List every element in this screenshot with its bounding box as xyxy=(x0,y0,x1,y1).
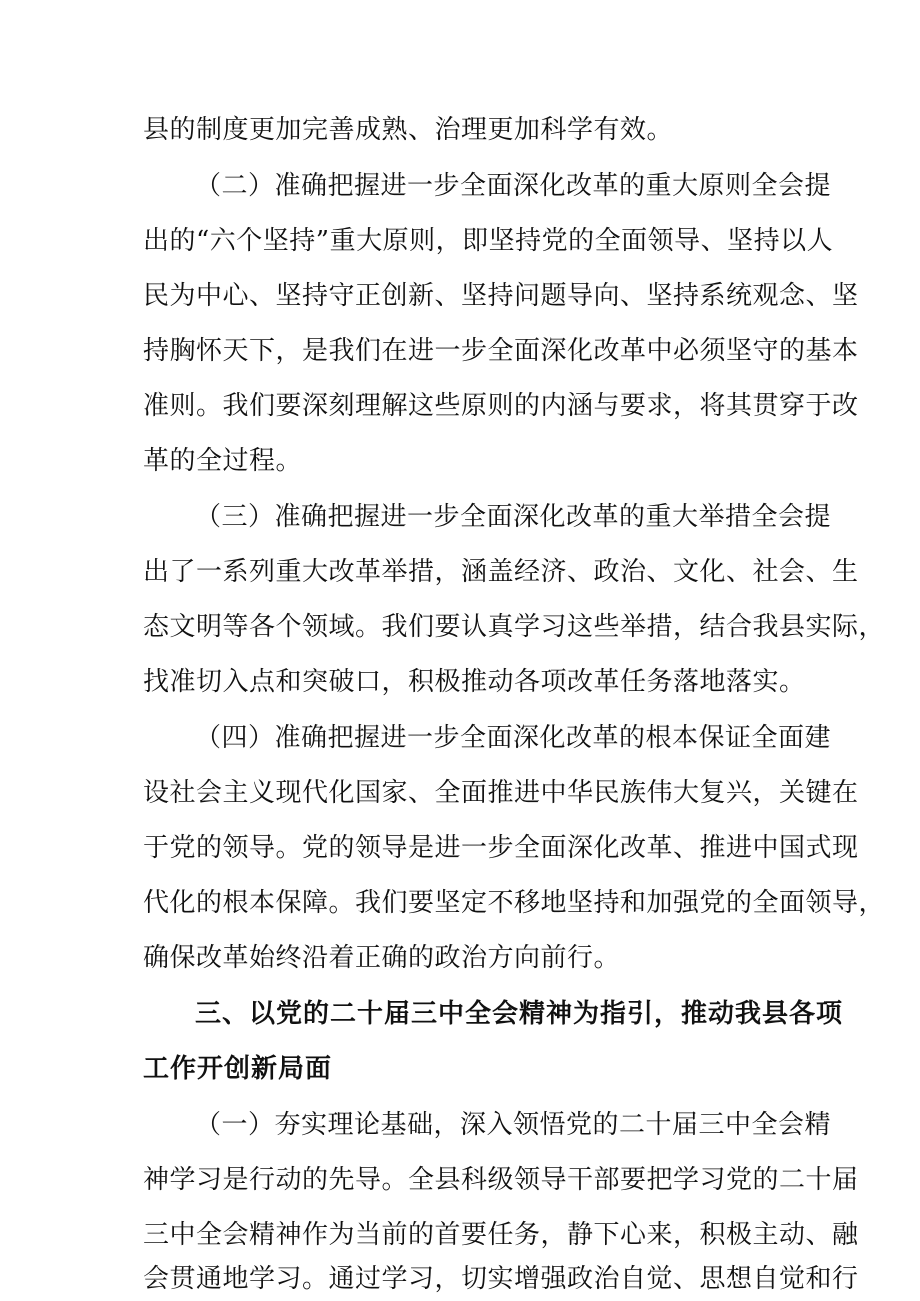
subsection-heading-line: （三）准确把握进一步全面深化改革的重大举措全会提 xyxy=(195,502,832,532)
paragraph-line: 县的制度更加完善成熟、治理更加科学有效。 xyxy=(143,115,674,145)
paragraph-line: 态文明等各个领域。我们要认真学习这些举措，结合我县实际， xyxy=(143,612,886,642)
subsection-heading-line: （二）准确把握进一步全面深化改革的重大原则全会提 xyxy=(195,171,832,201)
section-heading-continued: 工作开创新局面 xyxy=(143,1054,333,1084)
paragraph-line: 代化的根本保障。我们要坚定不移地坚持和加强党的全面领导， xyxy=(143,888,886,918)
paragraph-line: 三中全会精神作为当前的首要任务，静下心来，积极主动、融 xyxy=(143,1220,859,1250)
paragraph-line: 民为中心、坚持守正创新、坚持问题导向、坚持系统观念、坚 xyxy=(143,281,859,311)
paragraph-line: 找准切入点和突破口，积极推动各项改革任务落地落实。 xyxy=(143,667,806,697)
paragraph-line: 于党的领导。党的领导是进一步全面深化改革、推进中国式现 xyxy=(143,833,859,863)
paragraph-line: 持胸怀天下，是我们在进一步全面深化改革中必须坚守的基本 xyxy=(143,336,859,366)
paragraph-line: 会贯通地学习。通过学习，切实增强政治自觉、思想自觉和行 xyxy=(143,1264,859,1294)
paragraph-line: 设社会主义现代化国家、全面推进中华民族伟大复兴，关键在 xyxy=(143,778,859,808)
paragraph-line: 准则。我们要深刻理解这些原则的内涵与要求，将其贯穿于改 xyxy=(143,391,859,421)
paragraph-line: 确保改革始终沿着正确的政治方向前行。 xyxy=(143,943,621,973)
section-heading: 三、以党的二十届三中全会精神为指引，推动我县各项 xyxy=(195,999,844,1029)
paragraph-line: 神学习是行动的先导。全县科级领导干部要把学习党的二十届 xyxy=(143,1165,859,1195)
paragraph-line: 革的全过程。 xyxy=(143,446,303,476)
subsection-heading-line: （一）夯实理论基础，深入领悟党的二十届三中全会精 xyxy=(195,1110,832,1140)
paragraph-line: 出的“六个坚持”重大原则，即坚持党的全面领导、坚持以人 xyxy=(143,226,834,256)
paragraph-line: 出了一系列重大改革举措，涵盖经济、政治、文化、社会、生 xyxy=(143,557,859,587)
subsection-heading-line: （四）准确把握进一步全面深化改革的根本保证全面建 xyxy=(195,723,832,753)
